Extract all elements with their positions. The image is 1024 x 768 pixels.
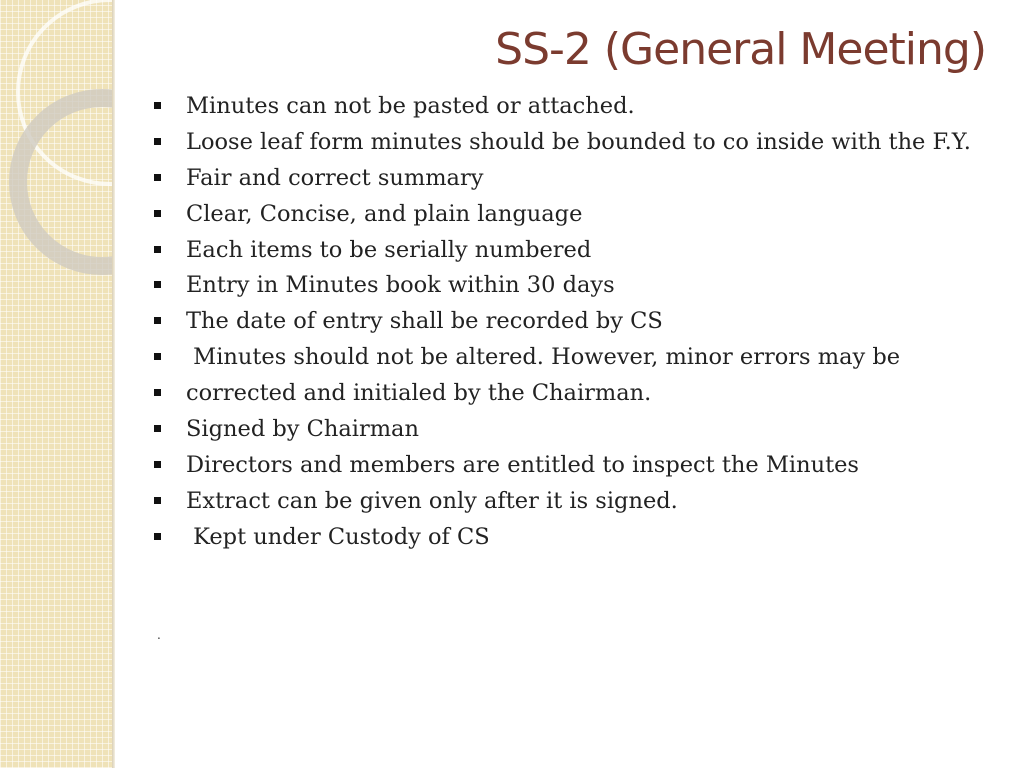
bullet-item (154, 488, 1014, 524)
bullet-text: The date of entry shall be recorded by CS (186, 308, 663, 335)
bullet-item (154, 380, 1014, 416)
side-panel-edge (112, 0, 115, 768)
square-bullet-icon (154, 174, 161, 181)
bullet-item (154, 93, 1014, 129)
square-bullet-icon (154, 281, 161, 288)
bullet-text: corrected and initialed by the Chairman. (186, 380, 652, 407)
bullet-item (154, 524, 1014, 560)
square-bullet-icon (154, 210, 161, 217)
square-bullet-icon (154, 353, 161, 360)
square-bullet-icon (154, 425, 161, 432)
square-bullet-icon (154, 138, 161, 145)
bullet-list (154, 93, 1014, 560)
bullet-item (154, 129, 1014, 165)
bullet-text: Clear, Concise, and plain language (186, 200, 583, 227)
square-bullet-icon (154, 246, 161, 253)
bullet-text: Fair and correct summary (186, 164, 484, 191)
bullet-text: Kept under Custody of CS (186, 523, 490, 550)
bullet-item (154, 308, 1014, 344)
square-bullet-icon (154, 102, 161, 109)
bullet-item (154, 272, 1014, 308)
bullet-item (154, 344, 1014, 380)
square-bullet-icon (154, 497, 161, 504)
bullet-item (154, 416, 1014, 452)
bullet-text: Signed by Chairman (186, 416, 419, 443)
stray-period-mark: . (157, 628, 161, 642)
square-bullet-icon (154, 461, 161, 468)
square-bullet-icon (154, 533, 161, 540)
bullet-item (154, 165, 1014, 201)
square-bullet-icon (154, 389, 161, 396)
slide-title: SS-2 (General Meeting) (495, 24, 986, 75)
square-bullet-icon (154, 317, 161, 324)
bullet-text: Entry in Minutes book within 30 days (186, 272, 615, 299)
bullet-text: Minutes can not be pasted or attached. (186, 93, 635, 119)
bullet-item (154, 452, 1014, 488)
bullet-text: Minutes should not be altered. However, minor errors may be (186, 344, 901, 371)
bullet-item (154, 237, 1014, 273)
bullet-text: Directors and members are entitled to inspect the Minutes (186, 451, 859, 478)
bullet-text: Each items to be serially numbered (186, 236, 592, 263)
decorative-rings (0, 0, 112, 768)
bullet-text: Extract can be given only after it is signed. (186, 487, 678, 514)
bullet-text: Loose leaf form minutes should be bounded to co inside with the F.Y. (186, 128, 971, 155)
decorative-side-panel (0, 0, 112, 768)
bullet-item (154, 201, 1014, 237)
